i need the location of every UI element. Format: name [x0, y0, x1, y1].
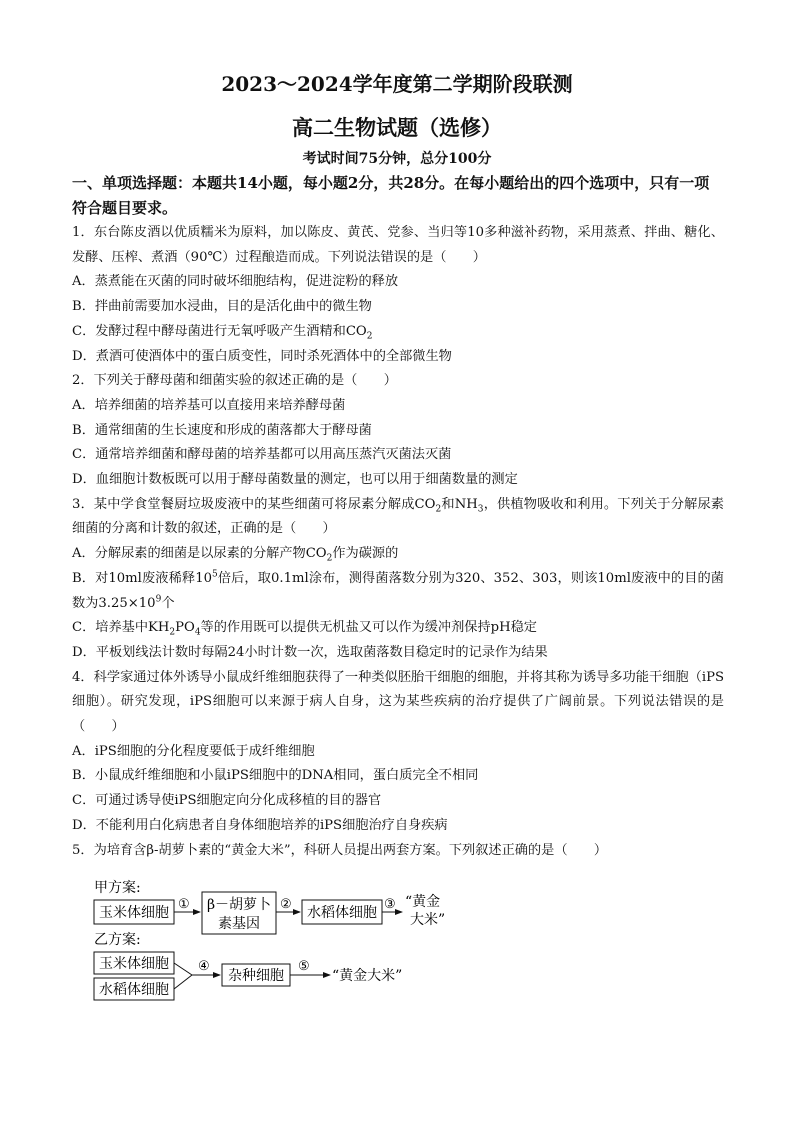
corn-cell-label-b: 玉米体细胞 [99, 956, 169, 972]
subscript: 4 [194, 627, 201, 638]
question-4-option-c: C．可通过诱导使iPS细胞定向分化成移植的目的器官 [72, 793, 382, 809]
stem-text: 3．某中学食堂餐厨垃圾废液中的某些细菌可将尿素分解成CO [72, 496, 436, 512]
step-4-marker: ④ [198, 959, 210, 974]
question-2-option-a: A．培养细菌的培养基可以直接用来培养酵母菌 [72, 397, 346, 413]
rice-cell-label-a: 水稻体细胞 [307, 905, 377, 921]
plan-b-label: 乙方案: [94, 932, 141, 948]
question-1-stem: 1．东台陈皮酒以优质糯米为原料，加以陈皮、黄芪、党参、当归等10多种滋补药物，采用蒸煮、拌曲、糖化、发酵、压榨、煮酒（90℃）过程酿造而成。下列说法错误的是（ ） [72, 225, 724, 265]
question-2-option-c: C．通常培养细菌和酵母菌的培养基都可以用高压蒸汽灭菌法灭菌 [72, 447, 452, 463]
plan-a-label: 甲方案: [94, 880, 141, 896]
merge-line-bottom [174, 975, 192, 989]
subscript: 2 [366, 331, 373, 342]
golden-rice-label-b: “黄金大米” [332, 968, 403, 984]
gene-label-line1: β－胡萝卜 [206, 897, 272, 913]
exam-info: 考试时间75分钟，总分100分 [302, 151, 492, 167]
question-4-stem: 4．科学家通过体外诱导小鼠成纤维细胞获得了一种类似胚胎干细胞的细胞，并将其称为诱导多功能干细胞（iPS细胞）。研究发现，iPS细胞可以来源于病人自身，这为某些疾病的治疗提供了广阔前景。下列说法错误的是（ ） [72, 669, 724, 735]
stem-text: ，供植物吸收和利用。下列关于分解尿素细菌的分离和计数的叙述，正确的是（ ） [72, 496, 724, 537]
option-text: PO [175, 620, 195, 636]
subscript: 2 [435, 504, 442, 515]
option-text: A．分解尿素的细菌是以尿素的分解产物CO [72, 546, 327, 562]
subscript: 2 [326, 553, 333, 564]
hybrid-cell-label: 杂种细胞 [228, 968, 284, 984]
question-3-option-d: D．平板划线法计数时每隔24小时计数一次，选取菌落数目稳定时的记录作为结果 [72, 644, 548, 660]
option-text: 个 [161, 595, 175, 611]
exam-title: 2023～2024学年度第二学期阶段联测 [221, 72, 573, 96]
question-4-option-d: D．不能利用白化病患者自身体细胞培养的iPS细胞治疗自身疾病 [72, 817, 448, 833]
merge-line-top [174, 963, 192, 975]
question-2-option-b: B．通常细菌的生长速度和形成的菌落都大于酵母菌 [72, 422, 372, 438]
exam-subtitle: 高二生物试题（选修） [292, 115, 502, 140]
step-5-marker: ⑤ [298, 959, 310, 974]
question-1-option-c [72, 320, 724, 345]
question-3-option-b [72, 567, 724, 616]
subscript: 3 [477, 504, 484, 515]
gene-label-line2: 素基因 [218, 916, 260, 932]
corn-cell-label-a: 玉米体细胞 [99, 905, 169, 921]
question-3-stem [72, 493, 724, 542]
question-1-option-b: B．拌曲前需要加水浸曲，目的是活化曲中的微生物 [72, 299, 372, 315]
question-5-stem: 5．为培育含β-胡萝卜素的“黄金大米”，科研人员提出两套方案。下列叙述正确的是（ ） [72, 842, 608, 858]
question-2-option-d: D．血细胞计数板既可以用于酵母菌数量的测定，也可以用于细菌数量的测定 [72, 472, 518, 488]
step-2-marker: ② [280, 897, 292, 912]
question-4-option-a: A．iPS细胞的分化程度要低于成纤维细胞 [72, 743, 315, 759]
option-text: C．发酵过程中酵母菌进行无氧呼吸产生酒精和CO [72, 323, 367, 339]
option-text: B．对10ml废液稀释10 [72, 570, 212, 586]
question-3-option-c [72, 616, 724, 641]
section-heading: 一、单项选择题：本题共14小题，每小题2分，共28分。在每小题给出的四个选项中，只有一项符合题目要求。 [72, 174, 710, 217]
option-text: C．培养基中KH [72, 620, 170, 636]
question-2-stem: 2．下列关于酵母菌和细菌实验的叙述正确的是（ ） [72, 373, 397, 389]
question-1-option-a: A．蒸煮能在灭菌的同时破坏细胞结构，促进淀粉的释放 [72, 274, 399, 290]
superscript: 5 [211, 569, 218, 580]
option-text: 作为碳源的 [332, 546, 399, 562]
superscript: 9 [155, 594, 162, 605]
step-1-marker: ① [178, 897, 190, 912]
option-text: 倍后，取0.1ml涂布，测得菌落数分别为320、352、303，则该10ml废液中的目的菌数为3.25×10 [72, 570, 724, 611]
golden-rice-label-a-line2: 大米” [410, 912, 446, 928]
question-3-option-a [72, 542, 724, 567]
question-4-option-b: B．小鼠成纤维细胞和小鼠iPS细胞中的DNA相同，蛋白质完全不相同 [72, 768, 479, 784]
option-text: 等的作用既可以提供无机盐又可以作为缓冲剂保持pH稳定 [200, 620, 537, 636]
stem-text: 和NH [441, 496, 478, 512]
step-3-marker: ③ [384, 897, 396, 912]
golden-rice-label-a-line1: “黄金 [405, 894, 441, 910]
question-1-option-d: D．煮酒可使酒体中的蛋白质变性，同时杀死酒体中的全部微生物 [72, 348, 452, 364]
rice-cell-label-b: 水稻体细胞 [99, 982, 169, 998]
subscript: 2 [169, 627, 176, 638]
question-list [72, 221, 724, 863]
breeding-plan-diagram [92, 874, 452, 1004]
